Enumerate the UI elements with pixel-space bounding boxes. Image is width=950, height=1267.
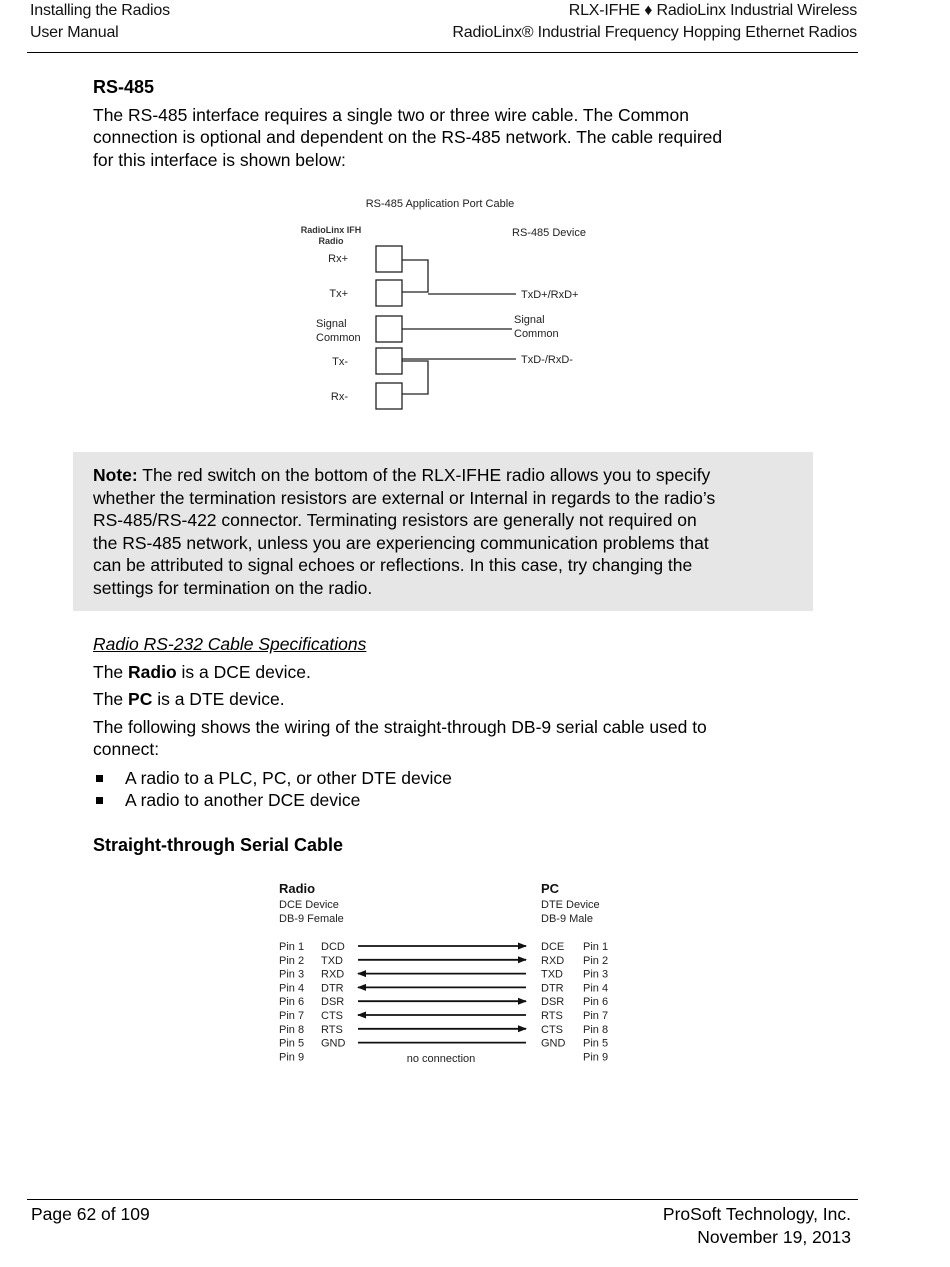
bullet-square-icon (96, 797, 103, 804)
rs485-device-pin-label: TxD+/RxD+ (521, 289, 579, 301)
left-pin-label: Pin 6 (279, 996, 305, 1009)
rs485-body-line: for this interface is shown below: (93, 149, 346, 170)
right-signal-label: GND (541, 1037, 566, 1050)
header-product: RLX-IFHE ♦ RadioLinx Industrial Wireless (568, 2, 857, 19)
right-signal-label: DCE (541, 941, 565, 953)
pc-prefix: The (93, 689, 129, 709)
rs485-device-title: RS-485 Device (512, 227, 586, 239)
arrow-left-icon (357, 970, 366, 977)
right-pin-label: Pin 4 (583, 982, 609, 995)
rs485-pin-label: Tx- (332, 356, 348, 368)
header-section-title: Installing the Radios (30, 2, 170, 19)
wiring-intro (93, 716, 813, 761)
right-pin-label: Pin 2 (583, 954, 609, 967)
arrow-right-icon (518, 943, 527, 950)
serial-cable-diagram (270, 875, 620, 1075)
footer-company: ProSoft Technology, Inc. (662, 1204, 851, 1224)
header-product-line: RadioLinx® Industrial Frequency Hopping Ethernet Radios (452, 24, 857, 41)
note-text-line: settings for termination on the radio. (93, 577, 373, 598)
note-box (73, 452, 813, 611)
note-text-line: RS-485/RS-422 connector. Terminating resistors are generally not required on (93, 510, 697, 530)
note-text-line: can be attributed to signal echoes or reflections. In this case, try changing the (93, 555, 693, 575)
diagram-pc-type: DTE Device (541, 899, 600, 911)
arrow-right-icon (518, 956, 527, 963)
rs485-device-pin-label: Common (514, 328, 559, 340)
rs485-pin-label: Signal (316, 318, 347, 330)
rs485-body-line: connection is optional and dependent on the RS-485 network. The cable required (93, 127, 723, 147)
wiring-intro-line: connect: (93, 739, 160, 759)
radio-suffix: is a DCE device. (176, 661, 311, 682)
rs232-section (93, 633, 813, 856)
right-pin-label: Pin 8 (583, 1023, 609, 1036)
footer-date: November 19, 2013 (697, 1226, 851, 1247)
diagram-pc-connector: DB-9 Male (541, 913, 593, 925)
diagram-radio-connector: DB-9 Female (279, 913, 344, 925)
right-signal-label: TXD (541, 968, 563, 981)
right-pin-label: Pin 3 (583, 968, 609, 981)
right-signal-label: RXD (541, 954, 565, 967)
rs485-pin-label: Rx+ (328, 253, 348, 265)
rs485-section (93, 76, 813, 171)
wiring-rows (279, 941, 608, 1063)
right-signal-label: DSR (541, 996, 565, 1009)
left-signal-label: DTR (321, 982, 344, 995)
no-connection-label: no connection (406, 1053, 476, 1065)
rs485-device-pin-label: TxD-/RxD- (521, 354, 573, 366)
rs485-diagram-title: RS-485 Application Port Cable (365, 198, 515, 210)
rs485-radio-subtitle: Radio (318, 236, 344, 246)
footer-rule (27, 1199, 858, 1200)
left-pin-label: Pin 7 (279, 1010, 305, 1022)
left-pin-label: Pin 8 (279, 1023, 305, 1036)
note-label: Note: (93, 465, 138, 485)
rs485-pin-boxes (376, 246, 402, 409)
rs485-pin-label: Tx+ (329, 288, 348, 300)
right-pin-label: Pin 9 (583, 1051, 609, 1064)
wiring-intro-line: The following shows the wiring of the straight-through DB-9 serial cable used to (93, 716, 707, 737)
rs485-pin-box (376, 280, 402, 306)
radio-term: Radio (128, 661, 177, 682)
left-signal-label: DSR (321, 996, 345, 1009)
diagram-radio-title: Radio (279, 881, 316, 896)
right-signal-label: CTS (541, 1023, 563, 1036)
rs485-body-line: The RS-485 interface requires a single two or three wire cable. The Common (93, 104, 689, 125)
page-number: Page 62 of 109 (31, 1204, 150, 1224)
serial-cable-heading: Straight-through Serial Cable (93, 834, 344, 855)
right-signal-label: RTS (541, 1010, 563, 1022)
rs485-radio-title: RadioLinx IFH (300, 225, 362, 235)
left-signal-label: TXD (321, 954, 343, 967)
radio-prefix: The (93, 661, 129, 682)
right-pin-label: Pin 5 (583, 1037, 609, 1050)
rs485-jumper-minus (402, 361, 428, 394)
note-text-line: the RS-485 network, unless you are experiencing communication problems that (93, 532, 709, 553)
arrow-right-icon (518, 998, 527, 1005)
header-rule (27, 52, 858, 53)
note-text-line: The red switch on the bottom of the RLX-IFHE radio allows you to specify (137, 465, 711, 485)
header-doc-type: User Manual (30, 24, 119, 41)
left-signal-label: RTS (321, 1023, 343, 1036)
rs485-pin-box (376, 383, 402, 409)
left-signal-label: CTS (321, 1010, 343, 1022)
left-pin-label: Pin 9 (279, 1051, 305, 1064)
left-signal-label: RXD (321, 968, 345, 981)
rs232-heading: Radio RS-232 Cable Specifications (93, 634, 367, 654)
pc-suffix: is a DTE device. (152, 689, 285, 709)
left-signal-label: DCD (321, 941, 345, 953)
right-pin-label: Pin 6 (583, 996, 609, 1009)
list-item (93, 789, 813, 812)
rs485-body (93, 104, 813, 172)
rs485-pin-label: Rx- (330, 391, 348, 403)
pc-term: PC (128, 689, 153, 709)
rs485-heading: RS-485 (93, 77, 155, 97)
pc-dte-line (93, 688, 813, 711)
arrow-right-icon (518, 1025, 527, 1032)
running-header-left (30, 0, 170, 44)
radio-dce-line (93, 661, 813, 684)
note-text-line: whether the termination resistors are external or Internal in regards to the radio’s (93, 487, 716, 508)
arrow-left-icon (357, 1012, 366, 1019)
left-pin-label: Pin 3 (279, 968, 305, 981)
left-pin-label: Pin 4 (279, 982, 305, 995)
rs485-pin-box (376, 316, 402, 342)
running-header-right (452, 0, 857, 44)
list-item (93, 767, 813, 790)
diagram-radio-type: DCE Device (279, 899, 339, 911)
connection-list (93, 767, 813, 812)
rs485-pin-box (376, 348, 402, 374)
rs485-device-pin-label: Signal (514, 314, 545, 326)
diagram-pc-title: PC (541, 881, 560, 896)
rs485-pin-label: Common (316, 332, 361, 344)
rs485-wires (402, 260, 516, 394)
arrow-left-icon (357, 984, 366, 991)
left-signal-label: GND (321, 1037, 346, 1050)
rs485-cable-diagram (290, 190, 620, 420)
bullet-square-icon (96, 775, 103, 782)
left-pin-label: Pin 5 (279, 1037, 305, 1050)
list-item-text: A radio to another DCE device (125, 790, 361, 810)
rs485-jumper-plus (402, 260, 428, 292)
left-pin-label: Pin 2 (279, 954, 305, 967)
right-pin-label: Pin 1 (583, 941, 609, 953)
rs485-pin-box (376, 246, 402, 272)
right-signal-label: DTR (541, 982, 564, 995)
list-item-text: A radio to a PLC, PC, or other DTE device (125, 767, 452, 788)
right-pin-label: Pin 7 (583, 1010, 609, 1022)
left-pin-label: Pin 1 (279, 941, 305, 953)
footer-right (663, 1203, 851, 1248)
